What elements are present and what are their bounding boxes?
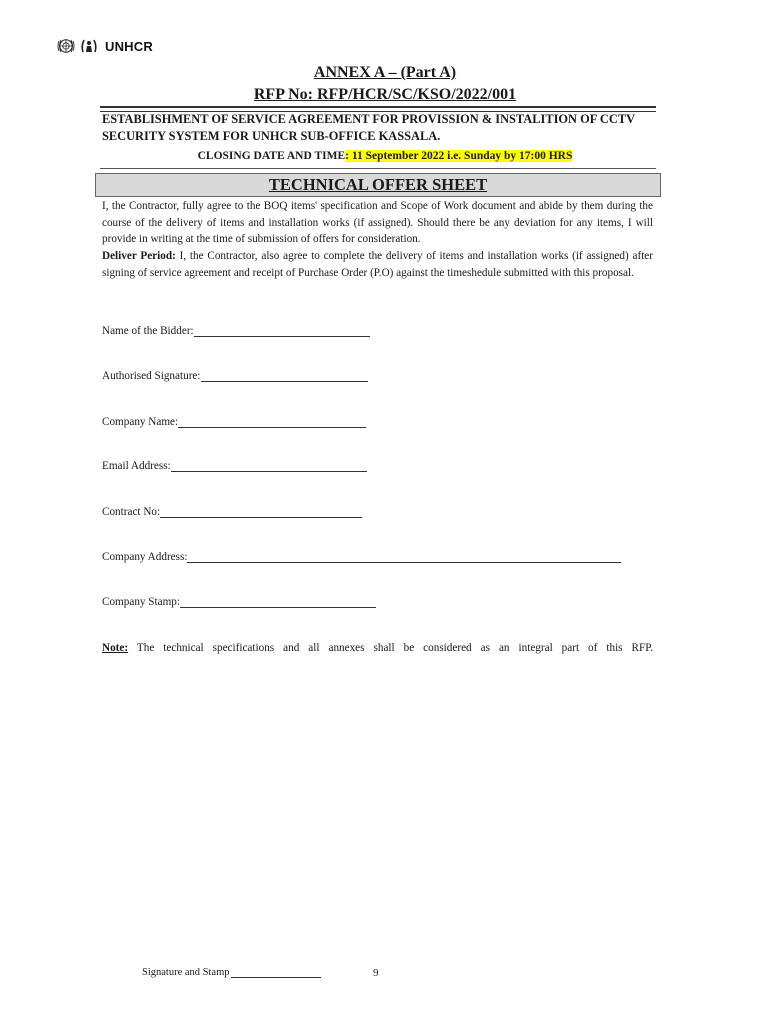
offer-sheet-title: TECHNICAL OFFER SHEET [268, 175, 488, 194]
company-name-label: Company Name: [102, 416, 179, 428]
bidder-name-label: Name of the Bidder: [102, 325, 194, 337]
closing-divider [100, 168, 656, 169]
signature-blank[interactable] [201, 370, 368, 382]
unhcr-logo [56, 36, 153, 56]
offer-sheet-title-box [95, 173, 661, 197]
annex-title: ANNEX A – (Part A) [313, 64, 457, 81]
page-number: 9 [373, 967, 379, 979]
closing-date-label: CLOSING DATE AND TIME [197, 150, 346, 162]
signature-field [102, 370, 368, 382]
signature-stamp-footer [142, 967, 321, 978]
note-paragraph [102, 640, 653, 656]
signature-label: Authorised Signature: [102, 370, 201, 382]
signature-stamp-blank[interactable] [231, 967, 321, 978]
contract-no-field [102, 506, 362, 518]
refugee-agency-emblem-icon [79, 36, 99, 56]
company-stamp-field [102, 596, 376, 608]
un-emblem-icon [56, 36, 76, 56]
company-stamp-label: Company Stamp: [102, 596, 181, 608]
note-label: Note: [102, 642, 129, 654]
company-name-blank[interactable] [178, 416, 366, 428]
contract-no-blank[interactable] [160, 506, 362, 518]
email-blank[interactable] [171, 460, 367, 472]
note-text: The technical specifications and all annexes shall be considered as an integral part of this RFP. [128, 642, 653, 654]
rfp-subject: ESTABLISHMENT OF SERVICE AGREEMENT FOR PROVISSION & INSTALITION OF CCTV SECURITY SYSTEM FOR UNHCR SUB-OFFICE KASSALA. [102, 112, 635, 143]
deliver-period-label: Deliver Period: [102, 250, 176, 262]
company-stamp-blank[interactable] [180, 596, 376, 608]
contract-no-label: Contract No: [102, 506, 161, 518]
email-label: Email Address: [102, 460, 171, 472]
rfp-number: RFP No: RFP/HCR/SC/KSO/2022/001 [253, 86, 517, 103]
closing-date-line [0, 150, 770, 162]
closing-date-value: : 11 September 2022 i.e. Sunday by 17:00 HRS [345, 150, 573, 162]
deliver-period-paragraph [102, 248, 653, 281]
company-address-blank[interactable] [187, 551, 621, 563]
bidder-name-field [102, 325, 370, 337]
signature-stamp-label: Signature and Stamp [142, 967, 230, 978]
email-field [102, 460, 367, 472]
logo-text: UNHCR [105, 38, 153, 54]
bidder-name-blank[interactable] [194, 325, 370, 337]
company-name-field [102, 416, 366, 428]
deliver-period-text: I, the Contractor, also agree to complete the delivery of items and installation works (if assigned) after signing of service agreement and receipt of Purchase Order (P.O) against the timeshedule submitted with this proposal. [102, 250, 653, 279]
company-address-field [102, 551, 621, 563]
company-address-label: Company Address: [102, 551, 188, 563]
agreement-paragraph: I, the Contractor, fully agree to the BOQ items' specification and Scope of Work document and abide by them during the course of the delivery of items and installation works (if assigned). Should there be any deviation for any items, I will provide in writing at the time of submission of offers for consideration. [102, 200, 653, 245]
